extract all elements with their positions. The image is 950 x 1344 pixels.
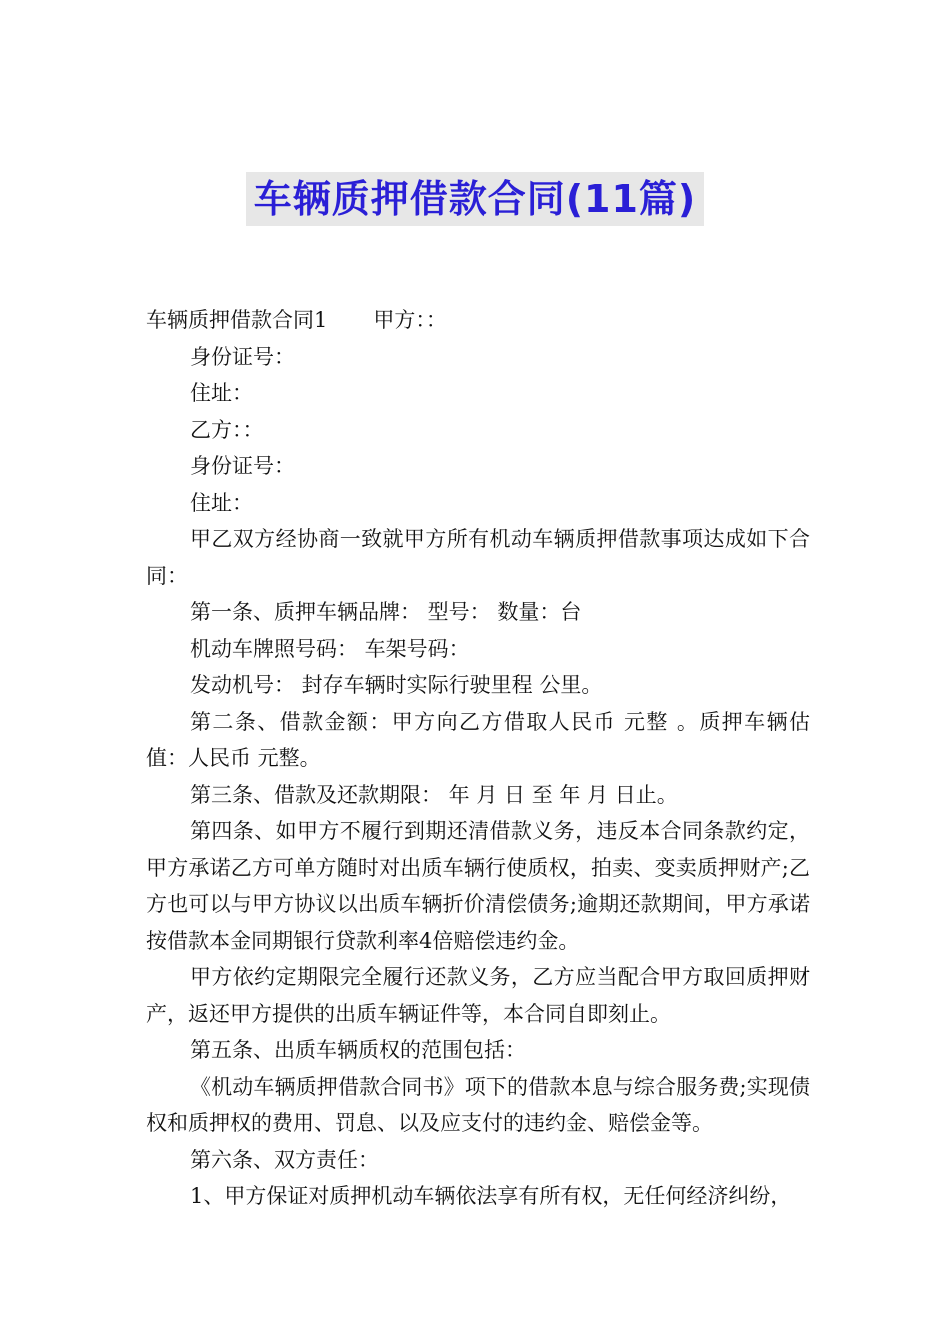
party-a-id-number: 身份证号： [190,344,295,369]
party-a-label: 甲方：： [373,308,447,332]
contract-number-label: 车辆质押借款合同1 [146,308,328,332]
article-1-engine-mileage: 发动机号： 封存车辆时实际行驶里程 公里。 [190,673,603,697]
document-title: 车辆质押借款合同(11篇) [246,172,705,226]
article-4-repayment-paragraph: 甲方依约定期限完全履行还款义务，乙方应当配合甲方取回质押财产，返还甲方提供的出质车辆证件等，本合同自即刻止。 [146,965,810,1026]
agreement-intro-paragraph: 甲乙双方经协商一致就甲方所有机动车辆质押借款事项达成如下合同： [146,527,810,588]
article-4-default-terms: 第四条、如甲方不履行到期还清借款义务，违反本合同条款约定，甲方承诺乙方可单方随时对出质车辆行使质权，拍卖、变卖质押财产;乙方也可以与甲方协议以出质车辆折价清偿债务;逾期还款期间，甲方承诺按借款本金同期银行贷款利率4倍赔偿违约金。 [146,819,810,953]
title-container [0,172,950,226]
party-b-id-number: 身份证号： [190,454,295,478]
article-1-vehicle-brand: 第一条、质押车辆品牌： 型号： 数量：台 [190,600,582,624]
article-2-loan-amount: 第二条、借款金额：甲方向乙方借取人民币 元整 。质押车辆估值：人民币 元整。 [146,709,810,770]
article-5-scope-paragraph: 《机动车辆质押借款合同书》项下的借款本息与综合服务费;实现债权和质押权的费用、罚息、以及应支付的违约金、赔偿金等。 [146,1074,810,1135]
party-a-address: 住址： [190,381,253,405]
document-body [146,302,810,1215]
article-3-loan-term: 第三条、借款及还款期限： 年 月 日 至 年 月 日止。 [190,782,678,807]
article-5-heading: 第五条、出质车辆质权的范围包括： [190,1038,526,1062]
article-6-item-1: 1、甲方保证对质押机动车辆依法享有所有权，无任何经济纠纷， [190,1184,792,1208]
article-1-plate-frame: 机动车牌照号码： 车架号码： [190,636,470,661]
party-b-address: 住址： [190,490,253,515]
article-6-heading: 第六条、双方责任： [190,1147,379,1172]
heading-line [146,302,810,339]
party-b-label: 乙方：： [190,417,264,442]
